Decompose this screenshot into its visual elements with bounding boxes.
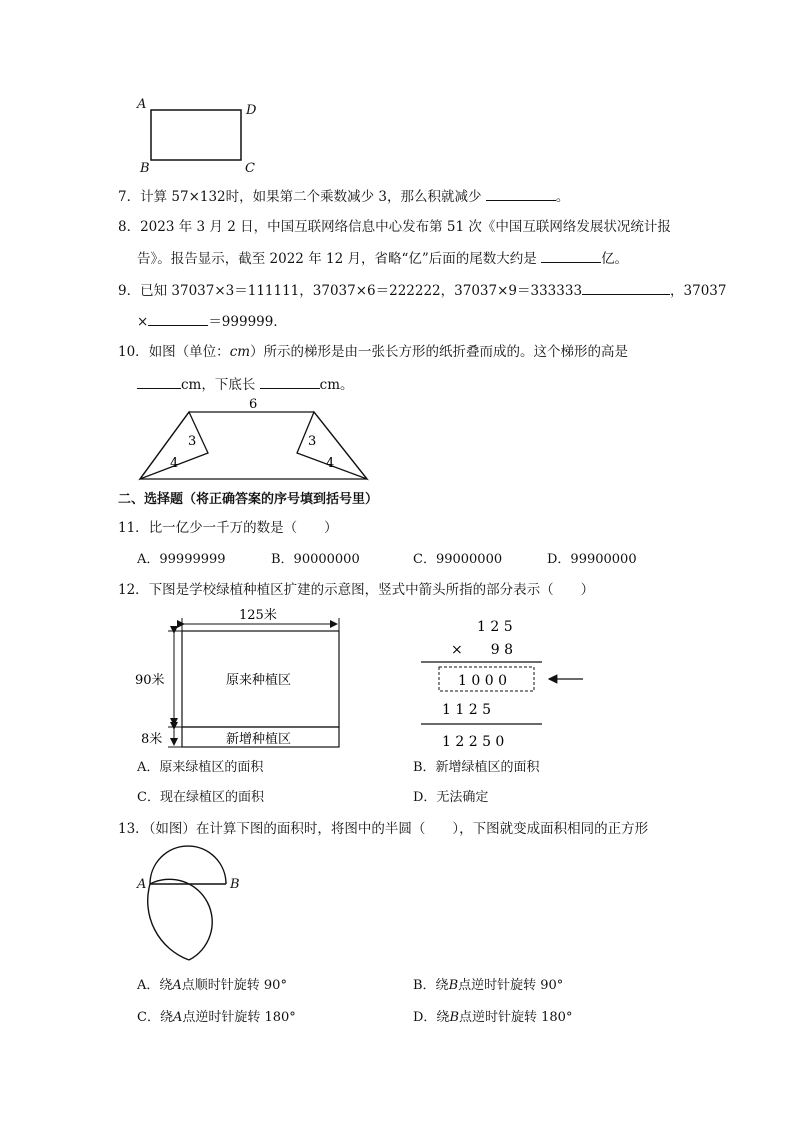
q8-end: 亿。	[601, 251, 629, 267]
q11-option-c[interactable]: C．99000000	[413, 552, 503, 567]
question-8-line1	[118, 217, 671, 237]
label-b: B	[140, 161, 150, 176]
q13-d-point: B	[449, 1010, 459, 1025]
q12-option-c[interactable]: C．现在绿植区的面积	[137, 790, 264, 805]
top-semicircle	[150, 846, 226, 884]
trap-right-3: 3	[308, 434, 317, 449]
q12-option-a[interactable]: A．原来绿植区的面积	[137, 760, 264, 775]
question-11	[118, 518, 338, 538]
width-label: 125米	[239, 608, 277, 623]
q10-text-a: 如图（单位：	[148, 344, 230, 360]
question-9-line1	[118, 280, 726, 301]
q12-option-b[interactable]: B．新增绿植区的面积	[413, 760, 540, 775]
q10-line2-b: cm。	[319, 377, 354, 393]
q7-end: 。	[555, 189, 570, 205]
q8-line2: 告》。报告显示，截至 2022 年 12 月，省略“亿”后面的尾数大约是	[137, 251, 537, 267]
q13-label-b: B	[230, 877, 240, 892]
outer-arc	[148, 884, 189, 960]
question-13	[118, 819, 648, 839]
q12-number: 12．	[118, 582, 149, 598]
original-area-label: 原来种植区	[226, 673, 292, 688]
q10-answer-blank-2[interactable]	[260, 374, 320, 389]
q9-answer-blank-1[interactable]	[582, 280, 670, 295]
semicircle-figure	[135, 838, 250, 968]
calc-row-3: 1 0 0 0	[458, 673, 507, 689]
trap-left-4: 4	[170, 456, 179, 471]
q10-unit: cm	[229, 344, 251, 360]
section-2-heading: 二、选择题（将正确答案的序号填到括号里）	[118, 492, 379, 507]
q13-b-pre: B．绕	[413, 978, 449, 993]
q9-result: ＝999999．	[208, 314, 287, 330]
q9-times: ×	[137, 314, 149, 330]
q9-line1: 已知 37037×3＝111111，37037×6＝222222，37037×9＝333333	[140, 283, 583, 299]
question-8-line2	[137, 248, 628, 269]
q13-option-b[interactable]	[413, 977, 563, 995]
q13-c-point: A	[172, 1010, 183, 1025]
label-d: D	[246, 103, 257, 118]
q8-answer-blank[interactable]	[541, 248, 601, 263]
calc-row-2: × 9 8	[451, 642, 513, 658]
label-c: C	[245, 161, 255, 176]
q8-line1: 2023 年 3 月 2 日，中国互联网络信息中心发布第 51 次《中国互联网络发展状况统计报	[140, 219, 671, 235]
height-8-label: 8米	[141, 732, 163, 747]
q7-number: 7．	[118, 189, 141, 205]
q11-number: 11．	[118, 520, 149, 536]
q13-a-pre: A．绕	[137, 978, 173, 993]
q10-line2-a: cm，下底长	[181, 377, 256, 393]
q13-b-post: 点逆时针旋转 90°	[458, 978, 564, 993]
q9-number: 9．	[118, 283, 141, 299]
q13-c-pre: C．绕	[137, 1010, 173, 1025]
q12-text: 下图是学校绿植种植区扩建的示意图，竖式中箭头所指的部分表示（ ）	[148, 582, 595, 598]
q9-answer-blank-2[interactable]	[148, 311, 208, 326]
q12-option-d[interactable]: D．无法确定	[413, 790, 489, 805]
calc-row-1: 1 2 5	[477, 619, 513, 635]
q13-option-c[interactable]	[137, 1009, 296, 1027]
rectangle-abcd	[151, 110, 241, 160]
q13-option-d[interactable]	[413, 1009, 572, 1027]
question-12	[118, 580, 594, 600]
q11-option-b[interactable]: B．90000000	[271, 552, 360, 567]
question-7	[118, 186, 569, 207]
label-a: A	[137, 97, 147, 112]
q13-d-pre: D．绕	[413, 1010, 450, 1025]
q10-number: 10．	[118, 344, 149, 360]
inner-arc	[150, 879, 212, 960]
q10-text-b: ）所示的梯形是由一张长方形的纸折叠而成的。这个梯形的高是	[250, 344, 629, 360]
q11-text: 比一亿少一千万的数是（ ）	[148, 520, 338, 536]
trap-left-3: 3	[188, 434, 197, 449]
q13-text: （如图）在计算下图的面积时，将图中的半圆（ ），下图就变成面积相同的正方形	[148, 821, 649, 837]
q10-answer-blank-1[interactable]	[137, 374, 181, 389]
planting-area-figure	[135, 602, 350, 752]
q13-option-a[interactable]	[137, 977, 287, 995]
q8-number: 8．	[118, 219, 141, 235]
trapezoid-figure	[130, 393, 380, 485]
q13-b-point: B	[448, 978, 459, 993]
q13-number: 13．	[118, 821, 149, 837]
trap-top-label: 6	[249, 397, 258, 412]
vertical-multiplication	[418, 610, 588, 755]
q13-d-post: 点逆时针旋转 180°	[459, 1010, 573, 1025]
calc-row-4: 1 1 2 5	[442, 702, 491, 718]
q11-option-d[interactable]: D．99900000	[547, 552, 637, 567]
new-area-label: 新增种植区	[226, 732, 292, 747]
q7-text: 计算 57×132时，如果第二个乘数减少 3，那么积就减少	[140, 189, 482, 205]
q13-a-post: 点顺时针旋转 90°	[181, 978, 287, 993]
q9-sep: ，37037	[670, 283, 727, 299]
question-10-line1	[118, 342, 628, 362]
calc-row-5: 1 2 2 5 0	[442, 734, 505, 750]
q7-answer-blank[interactable]	[486, 186, 556, 201]
q11-option-a[interactable]: A．99999999	[137, 552, 226, 567]
question-9-line2	[137, 311, 287, 332]
q13-label-a: A	[137, 877, 147, 892]
q13-a-point: A	[172, 978, 182, 993]
trap-right-4: 4	[326, 456, 335, 471]
question-10-line2	[137, 374, 354, 395]
q13-c-post: 点逆时针旋转 180°	[182, 1010, 296, 1025]
height-90-label: 90米	[135, 673, 165, 688]
